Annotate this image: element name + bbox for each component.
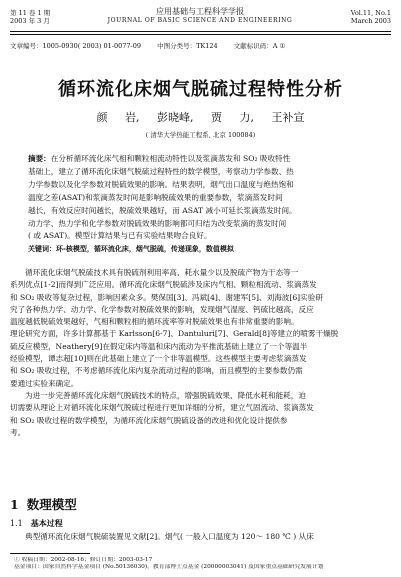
volume-en-label: Vol.11, No.1	[350, 9, 391, 17]
body-line: 要通过实验来确定。	[10, 378, 79, 388]
section-heading	[10, 495, 77, 513]
abstract-line: ( 或 ASAT)。模型计算结果与已有实验结果吻合良好。	[28, 231, 212, 241]
body-line: 理论研究方面，许多计算都基于 Karlsson[6-7]、Dantuluri[7]、Gerald[8]等建立的喷雾干燥脱	[10, 329, 339, 339]
subsection-number: 1.1	[10, 519, 23, 528]
body-line: 切需要从理论上对循环流化床烟气脱硫过程进行更加详细的分析，建立气固流动、浆滴蒸发	[10, 403, 314, 413]
abstract-line: 摘要：在分析循环流化床气相和颗粒相流动特性以及浆滴蒸发和 SO₂ 吸收特性	[28, 154, 291, 163]
footnote-funding: 基金项目：国家自然科学基金项目 (No.50136030)，教育部博士点基金 (20000003041) 及国家重点基础研究发展计划	[14, 564, 324, 571]
header-center	[90, 7, 310, 25]
header-left	[10, 9, 50, 25]
keywords-text: 环-核模型，循环流化床，烟气脱硫，传递现象，数值模拟	[56, 244, 234, 253]
document-code: 文献标识码：A ①	[233, 42, 286, 50]
paper-affiliation: ( 清华大学热能工程系, 北京 100084)	[145, 131, 256, 139]
abstract-label: 摘要：	[28, 154, 51, 163]
body-line: 和 SO₂ 吸收过程的数学模型，为循环流化床烟气脱硫设备的改进和优化设计提供参	[10, 415, 288, 425]
keywords	[28, 244, 373, 254]
abstract-line: 越长，有效反应时间越长，脱硫效果越好，而 ASAT 减小可延长浆滴蒸发时间。	[28, 205, 297, 215]
subsection-heading	[10, 518, 63, 529]
body-line: 和 SO₂ 吸收过程，不考虑循环流化床内复杂流动过程的影响，而且模型的主要参数仍需	[10, 366, 303, 376]
article-number: 文章编号：1005-0930( 2003) 01-0077-09	[10, 42, 142, 50]
paragraph-motivation	[10, 390, 390, 439]
paper-title: 循环流化床烟气脱硫过程特性分析	[58, 79, 343, 100]
keywords-label: 关键词：	[28, 244, 56, 253]
subsection-text: 典型循环流化床烟气脱硫装置见文献[2]。烟气( 一般入口温度为 120～ 180 ℃ ) 从床	[25, 532, 314, 541]
paper-authors: 颜 岩, 彭晓峰, 贾 力, 王补宣	[96, 111, 305, 124]
abstract-line: 基础上，建立了循环流化床烟气脱硫过程特性的数学模型，考察动力学参数、热	[28, 166, 294, 176]
footnote	[14, 557, 390, 572]
date-en-label: March 2003	[350, 17, 391, 25]
footnote-received: ① 收稿日期：2002-08-16；修订日期：2003-03-17	[14, 557, 153, 563]
body-line: 和 SO₂ 吸收等复杂过程，影响因素众多。樊保国[3]、冯斌[4]、谢建军[5]、刘海波[6]实验研	[10, 292, 323, 302]
subsection-title: 基本过程	[30, 518, 63, 528]
header-rule-thin	[10, 34, 391, 35]
volume-label: 第 11 卷 1 期	[10, 9, 51, 17]
body-line: 经验模型，谭志超[10]则在此基础上建立了一个非等温模型。这些模型主要考虑浆滴蒸发	[10, 354, 307, 364]
footnote-rule	[10, 553, 90, 554]
abstract	[28, 153, 373, 243]
body-line: 考。	[10, 427, 26, 437]
body-line: 硫反应模型，Neathery[9]在假定床内等温和床内流动为平推流基础上建立了一个等温半	[10, 341, 308, 351]
abstract-line: 力学参数以及化学参数对脱硫效果的影响。结果表明，烟气出口温度与绝热饱和	[28, 179, 294, 189]
section-title: 数理模型	[26, 497, 77, 512]
body-line: 系列优点[1-2]而得到广泛应用。循环流化床烟气脱硫涉及床内气相、颗粒相流动、浆滴蒸发	[10, 280, 317, 290]
body-text	[10, 267, 390, 439]
journal-en: JOURNAL OF BASIC SCIENCE AND ENGINEERING	[107, 17, 293, 24]
section-number: 1	[10, 497, 19, 512]
body-line: 循环流化床烟气脱硫技术具有脱硫剂利用率高、耗水量少以及脱硫产物为干态等一	[25, 268, 299, 277]
body-line: 为进一步完善循环流化床烟气脱硫技术的特点，增强脱硫效果、降低水耗和能耗，迫	[25, 390, 306, 400]
journal-cn: 应用基础与工程科学学报	[156, 7, 244, 16]
paragraph-intro	[10, 267, 390, 390]
abstract-line: 温度之差(ASAT)和浆滴蒸发时间是影响脱硫效果的重要参数，浆滴蒸发时间	[28, 192, 283, 202]
abstract-line: 动力学、热力学和化学参数对脱硫效果的影响都可归结为改变浆滴的蒸发时间	[28, 218, 287, 228]
body-line: 究了各种热力学、动力学、化学参数对脱硫效果的影响，发现烟气湿度、钙硫比越高，反应	[10, 304, 314, 314]
date-cn-label: 2003 年 3 月	[10, 17, 50, 25]
article-meta	[10, 41, 299, 50]
clc-number: 中图分类号：TK124	[157, 42, 218, 50]
header-right	[351, 9, 391, 25]
header-rule-thick	[10, 31, 391, 32]
body-line: 温度越低脱硫效果越好，气相和颗粒相的循环流率等对脱硫效果也有非常重要的影响。	[10, 317, 299, 327]
